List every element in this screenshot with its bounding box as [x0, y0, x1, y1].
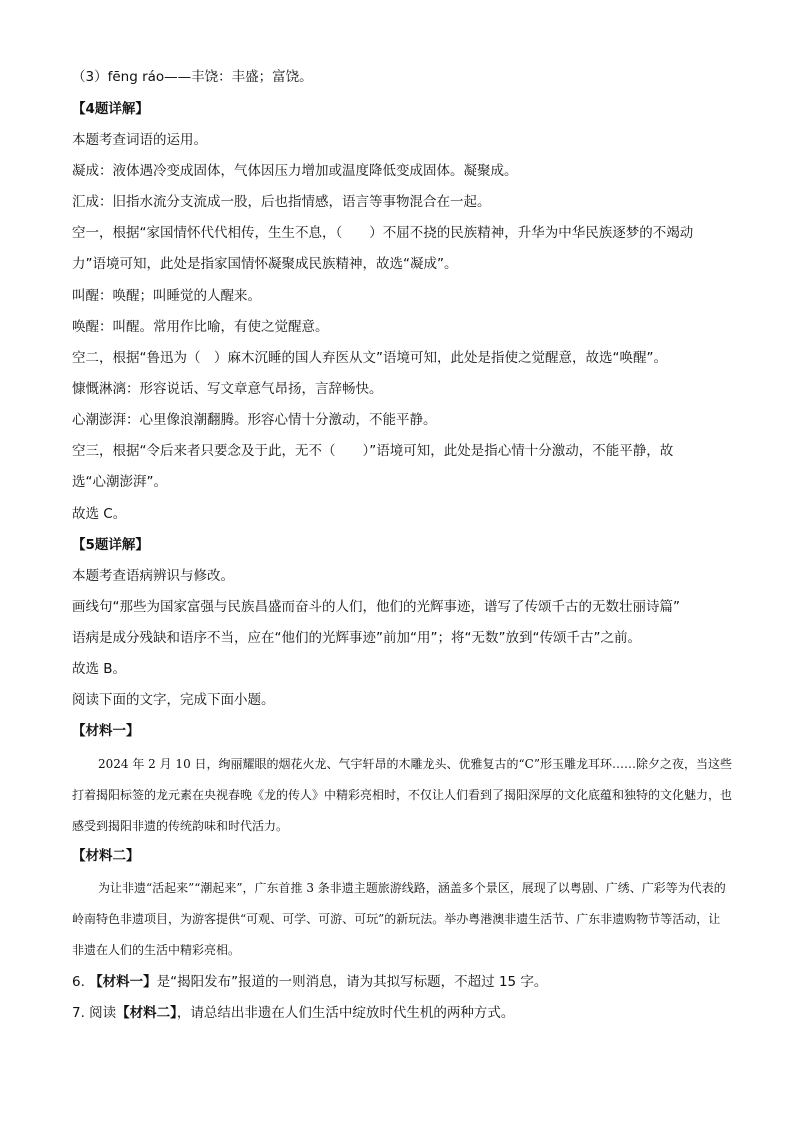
pinyin-answer-3: （3）fēng ráo——丰饶：丰盛；富饶。 [72, 69, 313, 85]
q4-blank1-line1: 空一，根据“家国情怀代代相传，生生不息，（ ）不屈不挠的民族精神，升华为中华民族逐梦的不竭动 [72, 225, 694, 241]
q4-detail-heading: 【4题详解】 [72, 101, 149, 117]
material1-text: 2024 年 2 月 10 日，绚丽耀眼的烟花火龙、气宇轩昂的木雕龙头、优雅复古的“C”形玉雕龙耳环……除夕之夜，当这些打着揭阳标签的龙元素在央视春晚《龙的传人》中精彩亮相时，不仅让人们看到了揭阳深厚的文化底蕴和独特的文化魅力，也感受到揭阳非遗的传统韵味和时代活力。 [72, 757, 733, 833]
question-6-material-label: 【材料一】 [89, 974, 157, 990]
material2-text: 为让非遗“活起来”“潮起来”，广东首推 3 条非遗主题旅游线路，涵盖多个景区，展现了以粤剧、广绣、广彩等为代表的岭南特色非遗项目，为游客提供“可观、可学、可游、可玩”的新玩法。举办粤港澳非遗生活节、广东非遗购物节等活动，让非遗在人们的生活中精彩亮相。 [72, 881, 726, 957]
question-6 [72, 973, 732, 991]
q4-blank3-line2: 选“心潮澎湃”。 [72, 474, 167, 490]
q4-word-huicheng: 汇成：旧指水流分支流成一股，后也指情感，语言等事物混合在一起。 [72, 194, 491, 210]
q4-blank3-line1: 空三，根据“令后来者只要念及于此，无不（ ）”语境可知，此处是指心情十分激动，不能平静，故 [72, 443, 674, 459]
q5-explain-line1: 画线句“那些为国家富强与民族昌盛而奋斗的人们，他们的光辉事迹，谱写了传颂千古的无数壮丽诗篇” [72, 599, 680, 615]
question-7-text: ，请总结出非遗在人们生活中绽放时代生机的两种方式。 [176, 1005, 515, 1021]
material2-heading: 【材料二】 [72, 848, 140, 864]
reading-instruction: 阅读下面的文字，完成下面小题。 [72, 692, 275, 708]
question-7-number: 7. 阅读 [72, 1005, 117, 1021]
q4-word-xinchao: 心潮澎湃：心里像浪潮翻腾。形容心情十分激动，不能平静。 [72, 412, 437, 428]
q4-word-kangkai: 慷慨淋漓：形容说话、写文章意气昂扬，言辞畅快。 [72, 381, 383, 397]
question-6-text: 是“揭阳发布”报道的一则消息，请为其拟写标题，不超过 15 字。 [156, 974, 548, 990]
question-7-material-label: 【材料二】 [116, 1005, 177, 1021]
question-6-number: 6. [72, 974, 85, 990]
q4-word-huanxing: 唤醒：叫醒。常用作比喻，有使之觉醒意。 [72, 319, 329, 335]
q5-detail-heading: 【5题详解】 [72, 537, 149, 553]
q4-answer: 故选 C。 [72, 506, 127, 522]
q4-word-ningcheng: 凝成：液体遇冷变成固体，气体因压力增加或温度降低变成固体。凝聚成。 [72, 163, 518, 179]
q4-topic: 本题考查词语的运用。 [72, 132, 207, 148]
q5-explain-line2: 语病是成分残缺和语序不当，应在“他们的光辉事迹”前加“用”；将“无数”放到“传颂千古”之前。 [72, 630, 641, 646]
q4-blank2: 空二，根据“鲁迅为（ ）麻木沉睡的国人弃医从文”语境可知，此处是指使之觉醒意，故选“唤醒”。 [72, 350, 667, 366]
q4-word-jiaoxing: 叫醒：唤醒；叫睡觉的人醒来。 [72, 288, 261, 304]
material1-heading: 【材料一】 [72, 723, 140, 739]
question-7 [72, 1004, 732, 1022]
q5-answer: 故选 B。 [72, 661, 127, 677]
q4-blank1-line2: 力”语境可知，此处是指家国情怀凝聚成民族精神，故选“凝成”。 [72, 256, 458, 272]
q5-topic: 本题考查语病辨识与修改。 [72, 568, 234, 584]
